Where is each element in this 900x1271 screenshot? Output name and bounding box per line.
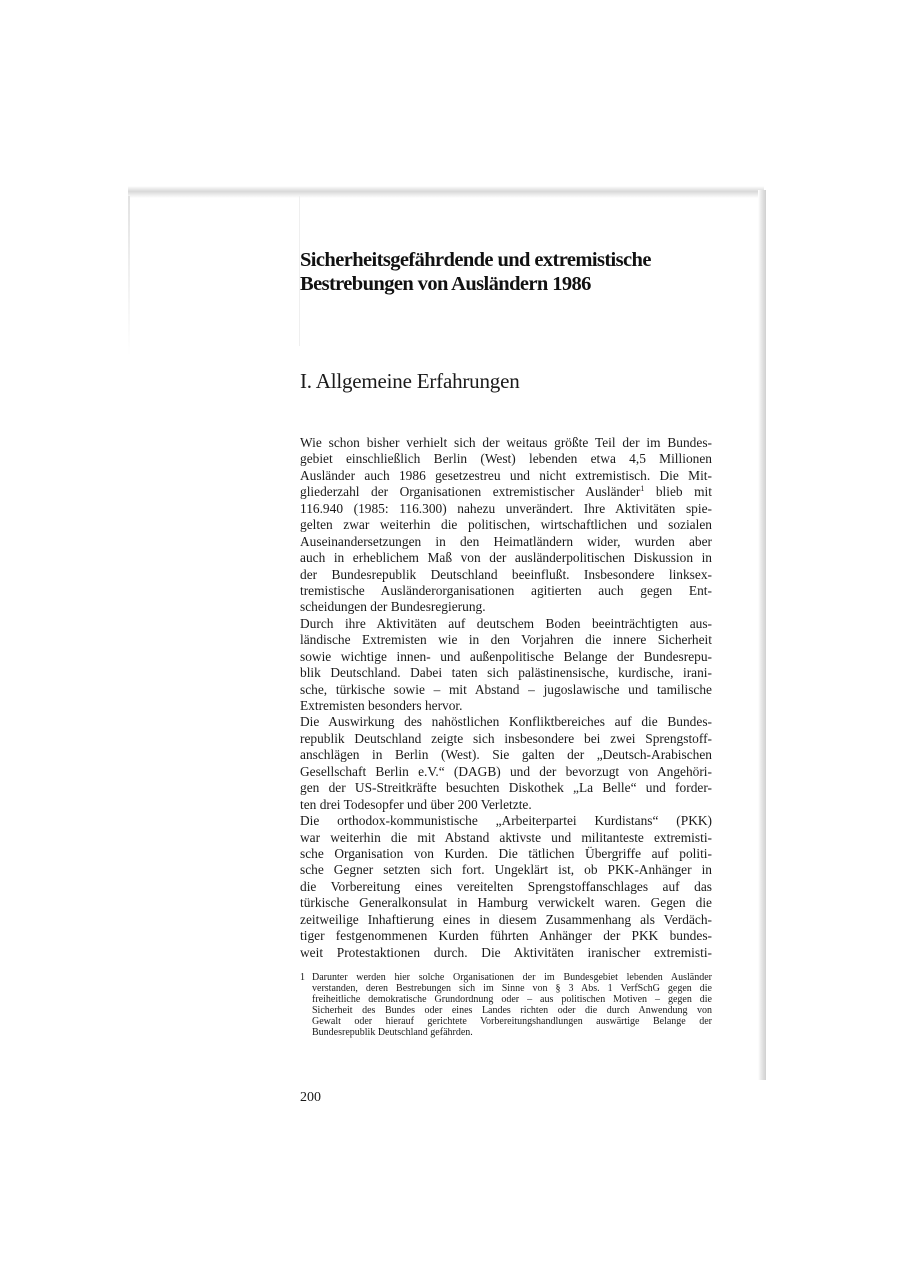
body-line: auch in erheblichem Maß von der ausländerpolitischen Diskussion in bbox=[300, 550, 712, 566]
body-line: gen der US-Streitkräfte besuchten Diskothek „La Belle“ und forder- bbox=[300, 780, 712, 796]
body-line: weit Protestaktionen durch. Die Aktivitäten iranischer extremisti- bbox=[300, 944, 712, 960]
footnote-line: Darunter werden hier solche Organisationen der im Bundesgebiet lebenden Ausländer bbox=[312, 972, 712, 983]
body-line: anschlägen in Berlin (West). Sie galten der „Deutsch-Arabischen bbox=[300, 747, 712, 763]
footnote-line: verstanden, deren Bestrebungen sich im Sinne von § 3 Abs. 1 VerfSchG gegen die bbox=[312, 983, 712, 994]
body-line: blik Deutschland. Dabei taten sich palästinensische, kurdische, irani- bbox=[300, 665, 712, 681]
body-line: war weiterhin die mit Abstand aktivste und militanteste extremisti- bbox=[300, 829, 712, 845]
section-heading: I. Allgemeine Erfahrungen bbox=[300, 369, 520, 393]
body-line: sche Gegner setzten sich fort. Ungeklärt ist, ob PKK-Anhänger in bbox=[300, 862, 712, 878]
body-text bbox=[300, 435, 712, 961]
body-line: ten drei Todesopfer und über 200 Verletzte. bbox=[300, 796, 532, 812]
body-line: gelten zwar weiterhin die politischen, wirtschaftlichen und sozialen bbox=[300, 517, 712, 533]
body-line: zeitweilige Inhaftierung eines in diesem Zusammenhang als Verdäch- bbox=[300, 911, 712, 927]
scan-shadow-top bbox=[128, 186, 764, 198]
scan-shadow-right bbox=[758, 190, 766, 1080]
body-line-with-footnote bbox=[300, 484, 712, 500]
page-title bbox=[300, 248, 740, 296]
body-line: türkische Generalkonsulat in Hamburg verwickelt waren. Gegen die bbox=[300, 895, 712, 911]
body-line: republik Deutschland zeigte sich insbesondere bei zwei Sprengstoff- bbox=[300, 730, 712, 746]
body-line: die Vorbereitung eines vereitelten Sprengstoffanschlages auf das bbox=[300, 878, 712, 894]
footnote-text bbox=[312, 972, 712, 1038]
body-line: Gesellschaft Berlin e.V.“ (DAGB) und der bevorzugt von Angehöri- bbox=[300, 763, 712, 779]
footnote-line: freiheitliche demokratische Grundordnung oder – aus politischen Motiven – gegen die bbox=[312, 994, 712, 1005]
body-line: Wie schon bisher verhielt sich der weitaus größte Teil der im Bundes- bbox=[300, 435, 712, 450]
body-line: gebiet einschließlich Berlin (West) lebenden etwa 4,5 Millionen bbox=[300, 451, 712, 467]
body-line: Die orthodox-kommunistische „Arbeiterpartei Kurdistans“ (PKK) bbox=[300, 813, 712, 829]
scan-shadow-left bbox=[128, 196, 130, 356]
body-line: Auseinandersetzungen in den Heimatländern wider, wurden aber bbox=[300, 533, 712, 549]
footnote-line: Gewalt oder hierauf gerichtete Vorbereitungshandlungen auswärtige Belange der bbox=[312, 1016, 712, 1027]
body-line: ländische Extremisten wie in den Vorjahren die innere Sicherheit bbox=[300, 632, 712, 648]
body-line: 116.940 (1985: 116.300) nahezu unverändert. Ihre Aktivitäten spie- bbox=[300, 500, 712, 516]
body-line-tail: blieb mit bbox=[644, 484, 712, 500]
page-number: 200 bbox=[300, 1090, 321, 1105]
footnote-line: Bundesrepublik Deutschland gefährden. bbox=[312, 1027, 473, 1038]
footnote-line: Sicherheit des Bundes oder eines Landes richten oder die durch Anwendung von bbox=[312, 1005, 712, 1016]
title-line: Sicherheitsgefährdende und extremistische bbox=[300, 249, 651, 271]
body-line: Durch ihre Aktivitäten auf deutschem Boden beeinträchtigten aus- bbox=[300, 615, 712, 631]
body-line: Extremisten besonders hervor. bbox=[300, 698, 463, 713]
body-line: tremistische Ausländerorganisationen agitierten auch gegen Ent- bbox=[300, 582, 712, 598]
body-line: tiger festgenommenen Kurden führten Anhänger der PKK bundes- bbox=[300, 928, 712, 944]
body-line: sowie wichtige innen- und außenpolitische Belange der Bundesrepu- bbox=[300, 648, 712, 664]
body-line: Die Auswirkung des nahöstlichen Konfliktbereiches auf die Bundes- bbox=[300, 714, 712, 730]
footnote-reference: 1 bbox=[640, 484, 645, 494]
body-line-text: gliederzahl der Organisationen extremistischer Ausländer bbox=[300, 484, 641, 500]
body-line: sche, türkische sowie – mit Abstand – jugoslawische und tamilische bbox=[300, 681, 712, 697]
footnote bbox=[300, 972, 712, 1038]
body-line: scheidungen der Bundesregierung. bbox=[300, 599, 486, 615]
body-line: Ausländer auch 1986 gesetzestreu und nicht extremistisch. Die Mit- bbox=[300, 467, 712, 483]
body-line: sche Organisation von Kurden. Die tätlichen Übergriffe auf politi- bbox=[300, 845, 712, 861]
footnote-number: 1 bbox=[300, 972, 305, 983]
title-line: Bestrebungen von Ausländern 1986 bbox=[300, 273, 591, 295]
body-line: der Bundesrepublik Deutschland beeinflußt. Insbesondere linksex- bbox=[300, 566, 712, 582]
